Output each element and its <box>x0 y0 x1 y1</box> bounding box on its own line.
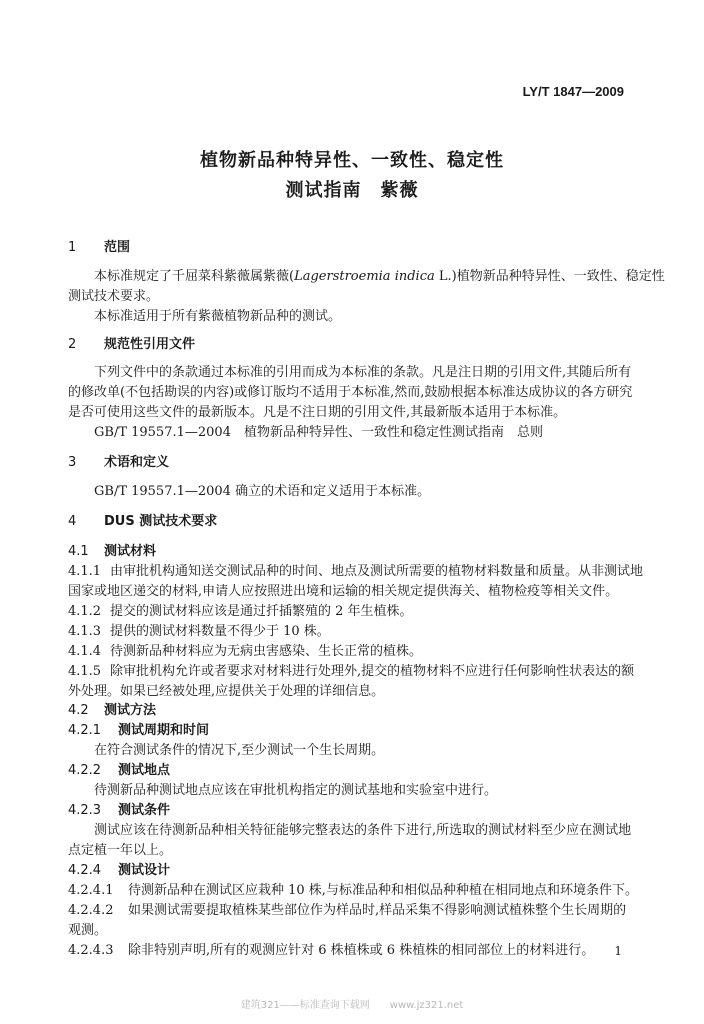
s2-line-3: 是否可使用这些文件的最新版本。凡是不注日期的引用文件,其最新版本适用于本标准。 <box>68 405 567 420</box>
s1-paragraph-2: 本标准适用于所有紫薇植物新品种的测试。 <box>94 309 342 324</box>
section-1-heading <box>68 236 130 255</box>
item-4-1-1: 4.1.1 由审批机构通知送交测试品种的时间、地点及测试所需要的植物材料数量和质量。从非测试地 <box>68 564 644 579</box>
section-title: DUS 测试技术要求 <box>104 514 218 529</box>
section-number: 2 <box>68 337 77 352</box>
s1-paragraph-1-cont: 测试技术要求。 <box>68 289 160 304</box>
section-4-heading <box>68 510 217 529</box>
section-title: 术语和定义 <box>104 455 170 470</box>
section-title: 测试方法 <box>104 703 157 718</box>
item-4-1-5-cont: 外处理。如果已经被处理,应提供关于处理的详细信息。 <box>68 684 385 699</box>
section-title: 测试周期和时间 <box>118 723 210 738</box>
s2-reference: GB/T 19557.1—2004 植物新品种特异性、一致性和稳定性测试指南 总则 <box>94 425 543 440</box>
section-number: 3 <box>68 455 77 470</box>
s422-paragraph: 待测新品种测试地点应该在审批机构指定的测试基地和实验室中进行。 <box>94 783 498 798</box>
s2-line-1: 下列文件中的条款通过本标准的引用而成为本标准的条款。凡是注日期的引用文件,其随后所有 <box>94 365 632 380</box>
item-4-1-3: 4.1.3 提供的测试材料数量不得少于 10 株。 <box>68 624 330 639</box>
item-4-2-4-1: 4.2.4.1 待测新品种在测试区应栽种 10 株,与标准品种和相似品种种植在相同地点和环境条件下。 <box>68 883 638 898</box>
item-4-2-4-3: 4.2.4.3 除非特别声明,所有的观测应针对 6 株植株或 6 株植株的相同部位上的材料进行。 <box>68 943 595 958</box>
section-title: 测试材料 <box>104 544 157 559</box>
item-4-2-4-2-cont: 观测。 <box>68 923 108 938</box>
section-number: 4.2.3 <box>68 803 102 818</box>
section-number: 4 <box>68 514 77 529</box>
s2-line-2: 的修改单(不包括勘误的内容)或修订版均不适用于本标准,然而,鼓励根据本标准达成协议的各方研究 <box>68 385 633 400</box>
title-line-2: 测试指南 紫薇 <box>285 180 419 201</box>
section-number: 4.2.2 <box>68 763 102 778</box>
section-3-heading <box>68 451 169 470</box>
section-title: 规范性引用文件 <box>104 337 196 352</box>
footer-watermark: 建筑321——标准查询下载网 www.jz321.net <box>240 1000 464 1011</box>
s423-paragraph: 测试应该在待测新品种相关特征能够完整表达的条件下进行,所选取的测试材料至少应在测试地 <box>94 823 632 838</box>
section-number: 4.1 <box>68 544 89 559</box>
s421-paragraph: 在符合测试条件的情况下,至少测试一个生长周期。 <box>94 743 385 758</box>
s3-paragraph: GB/T 19557.1—2004 确立的术语和定义适用于本标准。 <box>94 484 431 499</box>
section-number: 4.2 <box>68 703 89 718</box>
item-4-2-4-2: 4.2.4.2 如果测试需要提取植株某些部位作为样品时,样品采集不得影响测试植株整个生长周期的 <box>68 903 627 918</box>
section-title: 范围 <box>104 240 131 255</box>
section-4-1-heading <box>68 540 156 559</box>
section-2-heading <box>68 333 195 352</box>
s1-paragraph-1: 本标准规定了千屈菜科紫薇属紫薇(Lagerstroemia indica L.)植物新品种特异性、一致性、稳定性 <box>94 269 665 284</box>
title-line-1: 植物新品种特异性、一致性、稳定性 <box>200 150 504 171</box>
item-4-1-2: 4.1.2 提交的测试材料应该是通过扦插繁殖的 2 年生植株。 <box>68 604 413 619</box>
section-4-2-2-heading <box>68 759 170 778</box>
standard-code: LY/T 1847—2009 <box>522 84 624 99</box>
section-number: 4.2.1 <box>68 723 102 738</box>
section-number: 4.2.4 <box>68 863 102 878</box>
section-number: 1 <box>68 240 77 255</box>
item-4-1-4: 4.1.4 待测新品种材料应为无病虫害感染、生长正常的植株。 <box>68 644 423 659</box>
item-4-1-5: 4.1.5 除审批机构允许或者要求对材料进行处理外,提交的植物材料不应进行任何影响性状表达的额 <box>68 664 635 679</box>
section-title: 测试设计 <box>118 863 171 878</box>
s423-paragraph-cont: 点定植一年以上。 <box>68 843 173 858</box>
section-title: 测试地点 <box>118 763 171 778</box>
section-4-2-heading <box>68 699 156 718</box>
section-title: 测试条件 <box>118 803 171 818</box>
section-4-2-3-heading <box>68 799 170 818</box>
section-4-2-1-heading <box>68 719 209 738</box>
page-number: 1 <box>614 944 622 958</box>
item-4-1-1-cont: 国家或地区递交的材料,申请人应按照进出境和运输的相关规定提供海关、植物检疫等相关文件。 <box>68 584 619 599</box>
section-4-2-4-heading <box>68 859 170 878</box>
